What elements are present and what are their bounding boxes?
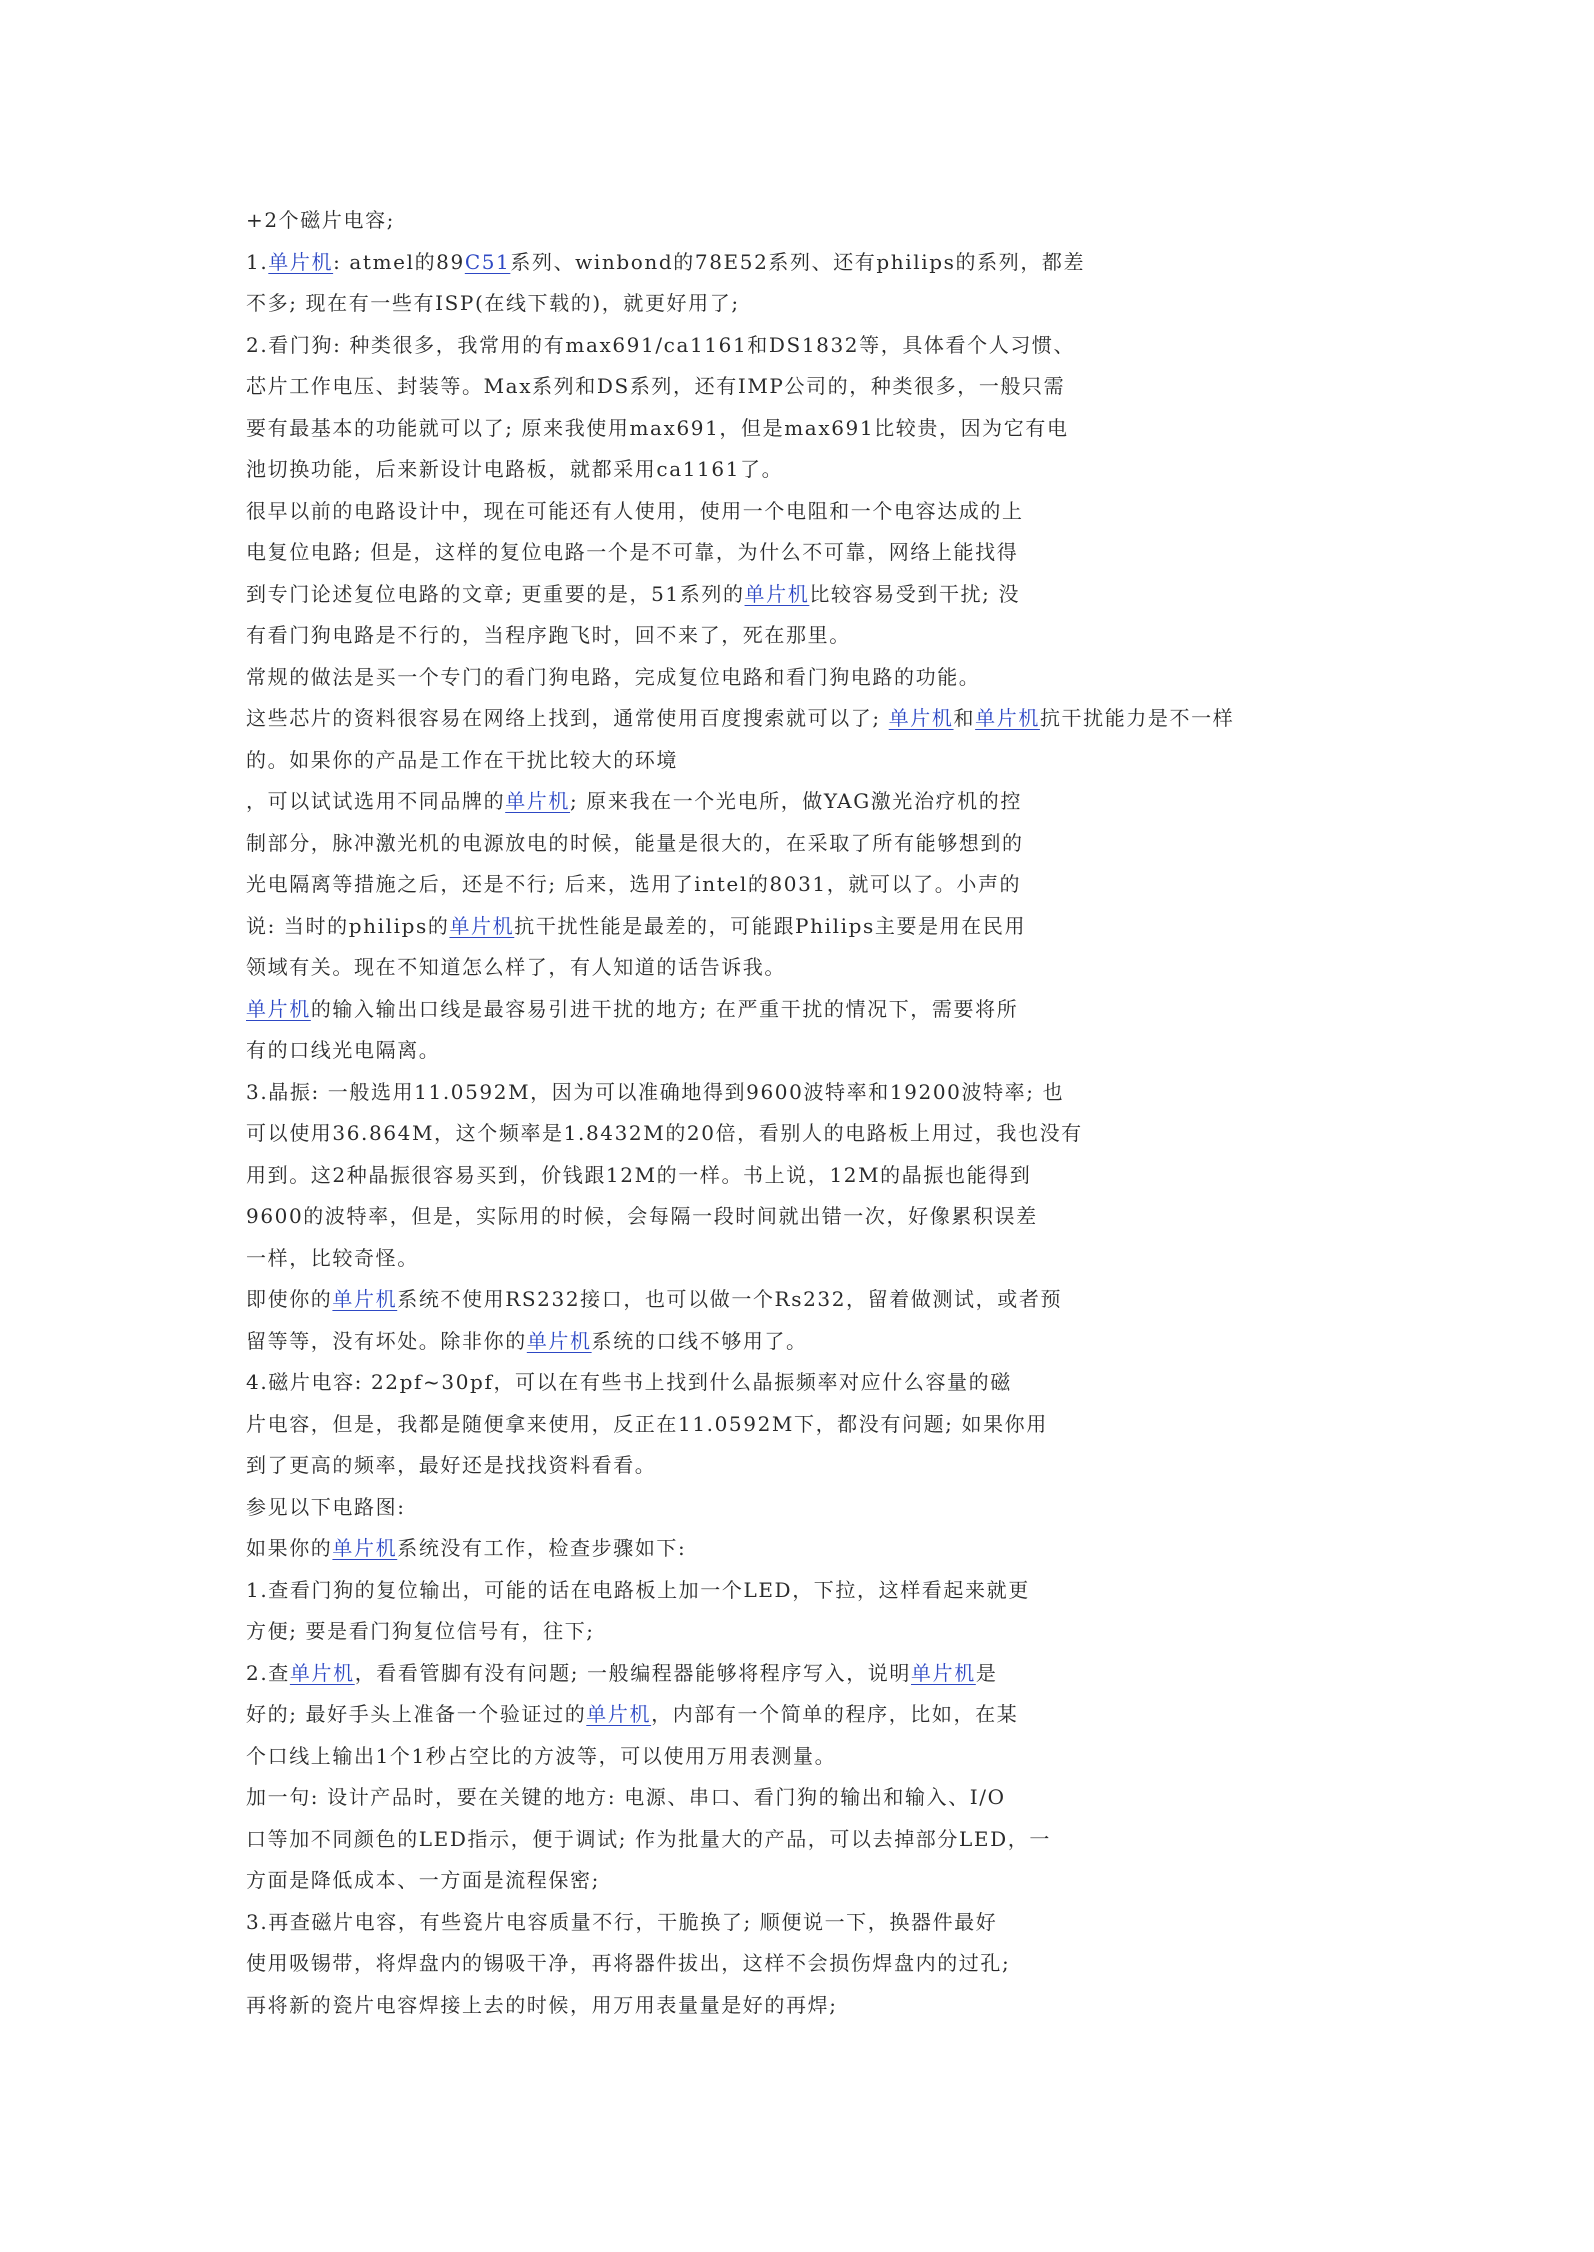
keyword-link[interactable]: 单片机: [268, 249, 334, 274]
text-segment: 4.磁片电容: 22pf~30pf，可以在有些书上找到什么晶振频率对应什么容量的磁: [246, 1370, 1012, 1394]
text-segment: 方面是降低成本、一方面是流程保密;: [246, 1868, 600, 1892]
text-line: [246, 1528, 1416, 1570]
text-line: [246, 491, 1416, 533]
text-line: [246, 1404, 1416, 1446]
text-line: [246, 1860, 1416, 1902]
text-segment: 不多; 现在有一些有ISP(在线下载的)，就更好用了;: [246, 291, 740, 315]
text-segment: 使用吸锡带，将焊盘内的锡吸干净，再将器件拔出，这样不会损伤焊盘内的过孔;: [246, 1951, 1011, 1975]
text-line: [246, 1653, 1416, 1695]
text-line: [246, 740, 1416, 782]
text-line: [246, 1819, 1416, 1861]
text-line: [246, 242, 1416, 284]
text-line: [246, 657, 1416, 699]
text-line: [246, 1570, 1416, 1612]
text-segment: +2个磁片电容;: [246, 208, 396, 232]
text-line: [246, 283, 1416, 325]
text-segment: 1.查看门狗的复位输出，可能的话在电路板上加一个LED，下拉，这样看起来就更: [246, 1577, 1030, 1602]
text-line: [246, 615, 1416, 657]
text-line: [246, 1777, 1416, 1819]
text-line: [246, 532, 1416, 574]
text-segment: 用到。这2种晶振很容易买到，价钱跟12M的一样。书上说，12M的晶振也能得到: [246, 1162, 1032, 1187]
text-segment: 如果你的: [246, 1536, 333, 1560]
keyword-link[interactable]: 单片机: [332, 1536, 398, 1560]
text-segment: : atmel的89: [333, 249, 465, 274]
text-segment: 和: [953, 706, 976, 730]
text-line: [246, 1030, 1416, 1072]
keyword-link[interactable]: 单片机: [289, 1660, 355, 1685]
text-line: [246, 1072, 1416, 1114]
text-segment: 系统不使用RS232接口，也可以做一个Rs232，留着做测试，或者预: [397, 1287, 1063, 1311]
keyword-link[interactable]: 单片机: [449, 913, 515, 938]
keyword-link[interactable]: 单片机: [526, 1328, 592, 1353]
text-line: [246, 1279, 1416, 1321]
text-line: [246, 989, 1416, 1031]
keyword-link[interactable]: 单片机: [246, 996, 311, 1021]
keyword-link[interactable]: 单片机: [744, 581, 810, 606]
keyword-link[interactable]: 单片机: [332, 1287, 398, 1311]
text-line: [246, 906, 1416, 948]
text-line: [246, 1611, 1416, 1653]
text-segment: 2.查: [246, 1660, 290, 1685]
text-segment: 方便; 要是看门狗复位信号有，往下;: [246, 1619, 595, 1643]
text-segment: 有看门狗电路是不行的，当程序跑飞时，回不来了，死在那里。: [246, 623, 851, 647]
text-segment: 片电容，但是，我都是随便拿来使用，反正在11.0592M下，都没有问题; 如果你用: [246, 1411, 1048, 1436]
text-segment: 池切换功能，后来新设计电路板，就都采用ca1161了。: [246, 457, 784, 481]
text-line: [246, 574, 1416, 616]
text-line: [246, 1985, 1416, 2027]
text-segment: 很早以前的电路设计中，现在可能还有人使用，使用一个电阻和一个电容达成的上: [246, 498, 1024, 523]
text-line: [246, 947, 1416, 989]
text-line: [246, 366, 1416, 408]
text-segment: 比较容易受到干扰; 没: [809, 581, 1021, 606]
text-line: [246, 1445, 1416, 1487]
text-segment: 有的口线光电隔离。: [246, 1038, 441, 1062]
text-segment: ，看看管脚有没有问题; 一般编程器能够将程序写入，说明: [354, 1660, 911, 1685]
text-segment: 可以使用36.864M，这个频率是1.8432M的20倍，看别人的电路板上用过，我也没有: [246, 1121, 1083, 1145]
text-segment: ，内部有一个简单的程序，比如，在某: [651, 1702, 1019, 1726]
text-segment: 9600的波特率，但是，实际用的时候，会每隔一段时间就出错一次，好像累积误差: [246, 1204, 1038, 1228]
text-line: [246, 1902, 1416, 1944]
text-segment: 口等加不同颜色的LED指示，便于调试; 作为批量大的产品，可以去掉部分LED，一: [246, 1826, 1051, 1851]
text-line: [246, 325, 1416, 367]
text-segment: 系统的口线不够用了。: [591, 1328, 808, 1353]
text-segment: 电复位电路; 但是，这样的复位电路一个是不可靠，为什么不可靠，网络上能找得: [246, 540, 1019, 564]
text-segment: 的输入输出口线是最容易引进干扰的地方; 在严重干扰的情况下，需要将所: [310, 996, 1019, 1021]
text-segment: ; 原来我在一个光电所，做YAG激光治疗机的控: [570, 789, 1022, 813]
text-segment: 到了更高的频率，最好还是找找资料看看。: [246, 1453, 657, 1477]
text-segment: 即使你的: [246, 1287, 333, 1311]
text-segment: 系统没有工作，检查步骤如下:: [397, 1536, 687, 1560]
text-segment: 加一句: 设计产品时，要在关键的地方: 电源、串口、看门狗的输出和输入、I/O: [246, 1785, 1006, 1809]
text-segment: 好的; 最好手头上准备一个验证过的: [246, 1702, 587, 1726]
text-line: [246, 200, 1416, 242]
document-body: [246, 200, 1416, 2026]
text-line: [246, 1155, 1416, 1197]
text-line: [246, 1362, 1416, 1404]
text-segment: 常规的做法是买一个专门的看门狗电路，完成复位电路和看门狗电路的功能。: [246, 664, 981, 689]
keyword-link[interactable]: 单片机: [586, 1702, 652, 1726]
text-line: [246, 1196, 1416, 1238]
text-segment: 抗干扰性能是最差的，可能跟Philips主要是用在民用: [514, 913, 1027, 938]
text-segment: 一样，比较奇怪。: [246, 1245, 419, 1270]
text-line: [246, 1113, 1416, 1155]
text-segment: 制部分，脉冲激光机的电源放电的时候，能量是很大的，在采取了所有能够想到的: [246, 830, 1024, 855]
text-segment: 光电隔离等措施之后，还是不行; 后来，选用了intel的8031，就可以了。小声的: [246, 872, 1022, 896]
text-line: [246, 864, 1416, 906]
text-segment: ，可以试试选用不同品牌的: [246, 789, 506, 813]
text-line: [246, 449, 1416, 491]
text-line: [246, 823, 1416, 865]
text-line: [246, 1321, 1416, 1363]
text-segment: 留等等，没有坏处。除非你的: [246, 1328, 527, 1353]
keyword-link[interactable]: 单片机: [505, 789, 571, 813]
keyword-link[interactable]: 单片机: [888, 706, 954, 730]
text-line: [246, 1487, 1416, 1529]
text-segment: 到专门论述复位电路的文章; 更重要的是，51系列的: [246, 581, 745, 606]
text-segment: 这些芯片的资料很容易在网络上找到，通常使用百度搜索就可以了;: [246, 706, 889, 730]
text-line: [246, 1238, 1416, 1280]
keyword-link[interactable]: 单片机: [911, 1660, 976, 1685]
text-segment: 3.再查磁片电容，有些瓷片电容质量不行，干脆换了; 顺便说一下，换器件最好: [246, 1909, 998, 1934]
keyword-link[interactable]: 单片机: [975, 706, 1040, 730]
text-segment: 个口线上输出1个1秒占空比的方波等，可以使用万用表测量。: [246, 1743, 837, 1768]
text-segment: 抗干扰能力是不一样: [1039, 706, 1235, 730]
text-segment: 说: 当时的philips的: [246, 913, 450, 938]
text-line: [246, 1694, 1416, 1736]
text-segment: 系列、winbond的78E52系列、还有philips的系列，都差: [510, 249, 1086, 274]
text-segment: 是: [975, 1660, 998, 1685]
text-line: [246, 698, 1416, 740]
text-segment: 要有最基本的功能就可以了; 原来我使用max691，但是max691比较贵，因为它有电: [246, 415, 1069, 440]
text-line: [246, 1736, 1416, 1778]
text-segment: 芯片工作电压、封装等。Max系列和DS系列，还有IMP公司的，种类很多，一般只需: [246, 374, 1066, 398]
text-segment: 3.晶振: 一般选用11.0592M，因为可以准确地得到9600波特率和19200波特率; 也: [246, 1079, 1065, 1104]
text-segment: 再将新的瓷片电容焊接上去的时候，用万用表量量是好的再焊;: [246, 1992, 838, 2017]
text-segment: 2.看门狗: 种类很多，我常用的有max691/ca1161和DS1832等，具体看个人习惯、: [246, 332, 1076, 357]
text-segment: 参见以下电路图:: [246, 1494, 406, 1519]
text-line: [246, 408, 1416, 450]
text-line: [246, 1943, 1416, 1985]
keyword-link[interactable]: C51: [464, 249, 511, 274]
text-segment: 的。如果你的产品是工作在干扰比较大的环境: [246, 747, 678, 772]
text-segment: 领域有关。现在不知道怎么样了，有人知道的话告诉我。: [246, 955, 786, 979]
text-segment: 1.: [246, 249, 269, 274]
text-line: [246, 781, 1416, 823]
